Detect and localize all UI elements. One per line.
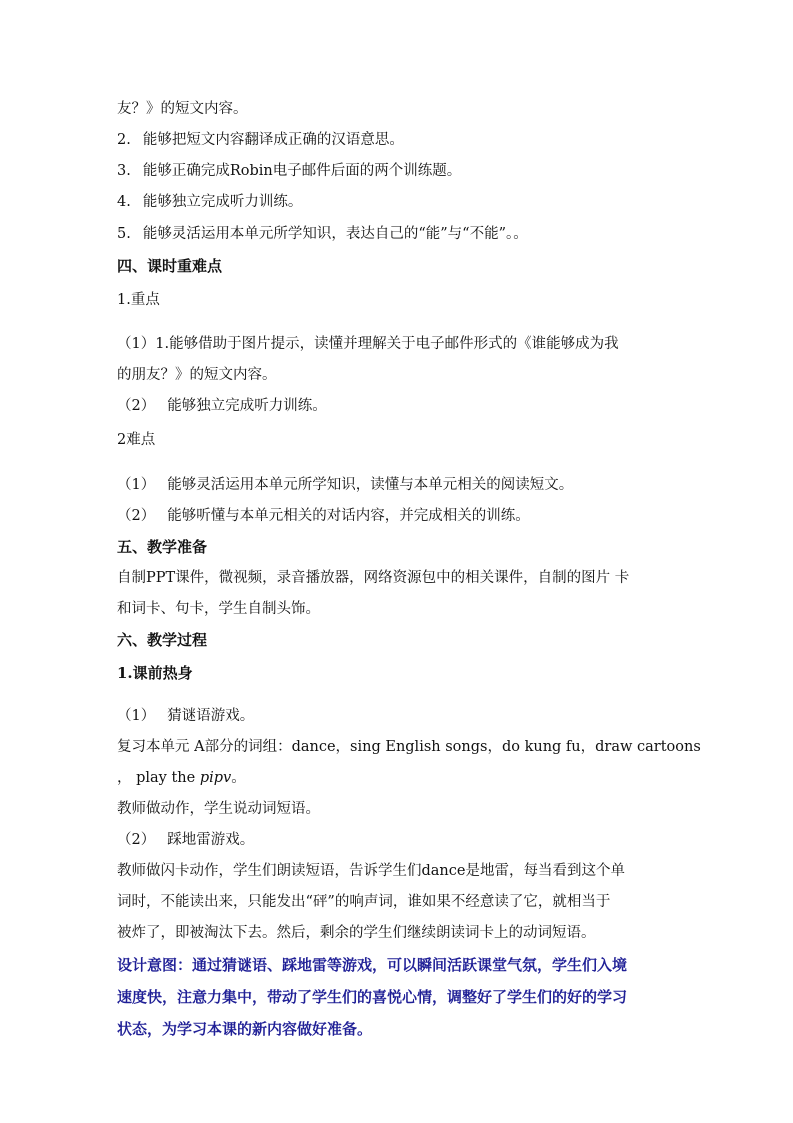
- game-1: [117, 706, 683, 726]
- subheading-difficulties: 2难点: [117, 432, 156, 448]
- mine-game-line-2: 词时，不能读出来，只能发出“砰”的响声词，谁如果不经意读了它，就相当于: [117, 894, 611, 910]
- list-number: （1）: [117, 477, 156, 493]
- list-text: 能够正确完成Robin电子邮件后面的两个训练题。: [142, 163, 462, 179]
- difficulty-2: [117, 506, 683, 526]
- design-intent-line-2: 速度快，注意力集中，带动了学生们的喜悦心情，调整好了学生们的好的学习: [117, 988, 628, 1006]
- objective-3: [117, 161, 683, 181]
- list-number: （2）: [117, 398, 156, 414]
- activity-line: 教师做动作，学生说动词短语。: [117, 801, 320, 817]
- objective-1-continuation: 友？》的短文内容。: [117, 101, 248, 117]
- design-intent-line-1: 设计意图：通过猜谜语、踩地雷等游戏，可以瞬间活跃课堂气氛，学生们入境: [117, 956, 628, 974]
- list-text: 踩地雷游戏。: [167, 832, 255, 848]
- list-text: 能够把短文内容翻译成正确的汉语意思。: [142, 132, 404, 148]
- objective-2: [117, 130, 683, 150]
- list-text: 猜谜语游戏。: [167, 708, 255, 724]
- list-number: （2）: [117, 508, 156, 524]
- review-line-1: 复习本单元 A部分的词组：dance，sing English songs，do kung fu，draw cartoons: [117, 739, 701, 755]
- key-point-2: [117, 396, 683, 416]
- mine-game-line-3: 被炸了，即被淘汰下去。然后，剩余的学生们继续朗读词卡上的动词短语。: [117, 925, 596, 941]
- list-text: 能够听懂与本单元相关的对话内容，并完成相关的训练。: [167, 508, 530, 524]
- list-number: （1）: [117, 708, 156, 724]
- subheading-key-points: 1.重点: [117, 292, 160, 308]
- objective-5: [117, 224, 683, 244]
- difficulty-1: [117, 475, 683, 495]
- subheading-warm-up: 1.课前热身: [117, 664, 193, 682]
- list-text: 能够独立完成听力训练。: [167, 398, 327, 414]
- preparation-line-2: 和词卡、句卡，学生自制头饰。: [117, 601, 320, 617]
- list-text: 1.能够借助于图片提示，读懂并理解关于电子邮件形式的《谁能够成为我: [155, 336, 619, 352]
- list-number: 4.: [117, 194, 131, 210]
- list-number: 5.: [117, 226, 131, 242]
- objective-4: [117, 192, 683, 212]
- section-heading-4: 四、课时重难点: [117, 257, 223, 275]
- key-point-1: [117, 334, 683, 354]
- section-heading-5: 五、教学准备: [117, 538, 208, 556]
- list-number: （1）: [117, 336, 156, 352]
- mine-game-line-1: 教师做闪卡动作，学生们朗读短语，告诉学生们dance是地雷，每当看到这个单: [117, 863, 625, 879]
- preparation-line-1: 自制PPT课件，微视频，录音播放器，网络资源包中的相关课件，自制的图片 卡: [117, 570, 630, 586]
- list-number: （2）: [117, 832, 156, 848]
- section-heading-6: 六、教学过程: [117, 631, 208, 649]
- game-2: [117, 830, 683, 850]
- design-intent-line-3: 状态，为学习本课的新内容做好准备。: [117, 1020, 373, 1038]
- review-line-2: ， play the pipv。: [117, 770, 246, 786]
- key-point-1-continuation: 的朋友？》的短文内容。: [117, 367, 277, 383]
- list-text: 能够灵活运用本单元所学知识，读懂与本单元相关的阅读短文。: [167, 477, 574, 493]
- list-number: 3.: [117, 163, 131, 179]
- list-text: 能够独立完成听力训练。: [142, 194, 303, 210]
- italic-word: pipv: [199, 770, 232, 786]
- list-text: 能够灵活运用本单元所学知识，表达自己的“能”与“不能”。。: [142, 226, 528, 242]
- list-number: 2.: [117, 132, 131, 148]
